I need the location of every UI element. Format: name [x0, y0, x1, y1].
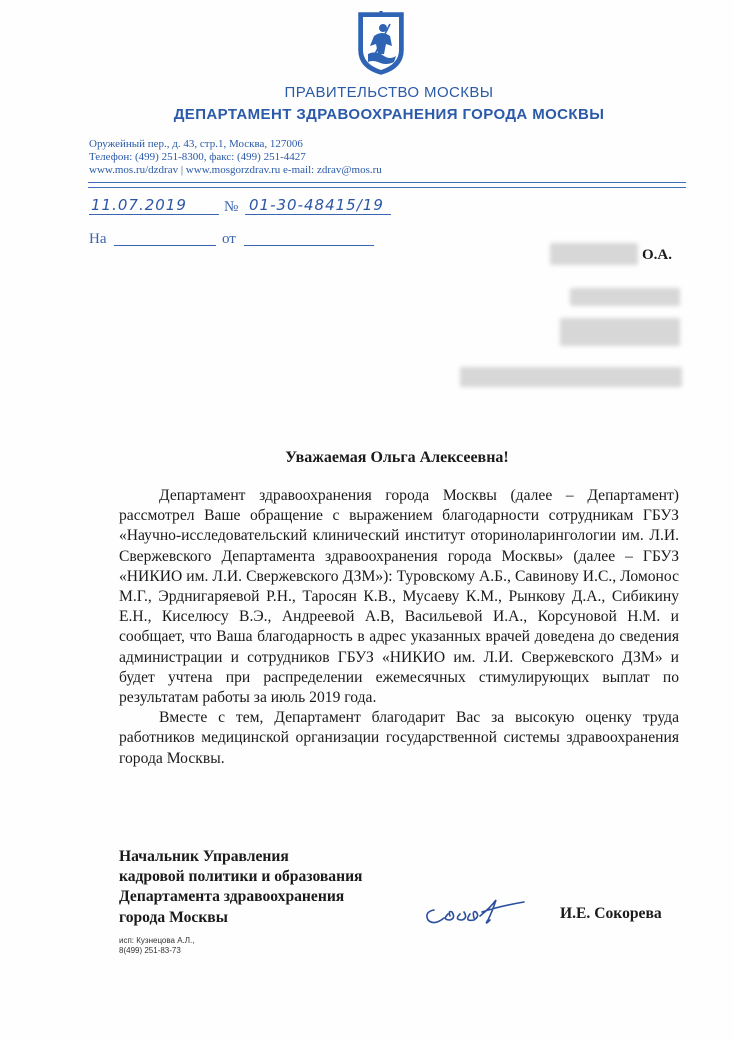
- reference-number-blank: [114, 230, 216, 246]
- government-name: ПРАВИТЕЛЬСТВО МОСКВЫ: [284, 84, 494, 101]
- signatory-title-line: города Москвы: [119, 908, 228, 926]
- reference-from-label: от: [222, 231, 236, 247]
- signatory-name: И.Е. Сокорева: [560, 905, 662, 922]
- signatory-title: [119, 847, 419, 928]
- phone-fax: Телефон: (499) 251-8300, факс: (499) 251-4427: [89, 151, 306, 163]
- executor-info: [119, 936, 194, 956]
- registration-number: 01-30-48415/19: [245, 196, 391, 215]
- reference-date-blank: [244, 230, 374, 246]
- salutation: Уважаемая Ольга Алексеевна!: [285, 449, 509, 466]
- signatory-title-line: кадровой политики и образования: [119, 868, 363, 886]
- redacted-recipient-address-2: [560, 318, 680, 346]
- registration-date: 11.07.2019: [89, 196, 219, 215]
- signatory-title-line: Департамента здравоохранения: [119, 888, 345, 906]
- handwritten-signature: [420, 890, 530, 928]
- registration-number-label: №: [224, 199, 239, 215]
- redacted-recipient-surname: [550, 243, 638, 265]
- letter-body: [119, 486, 679, 769]
- contact-block: [89, 138, 649, 177]
- address: Оружейный пер., д. 43, стр.1, Москва, 127006: [89, 138, 303, 150]
- body-paragraph-1: Департамент здравоохранения города Москвы (далее – Департамент) рассмотрел Ваше обращение с выражением благодарности сотрудникам ГБУЗ «Научно-исследовательский клинический институт оториноларингологии им. Л.И. Свержевского Департамента здравоохранения города Москвы» (далее – ГБУЗ «НИКИО им. Л.И. Свержевского ДЗМ»): Туровскому А.Б., Савинову И.С., Ломонос М.Г., Эрднигаряевой Р.Н., Таросян К.В., Мусаеву К.М., Рынкову Д.А., Сибикину Е.Н., Киселюсу В.Э., Андреевой А.В, Васильевой И.А., Корсуновой Н.М. и сообщает, что Ваша благодарность в адрес указанных врачей доведена до сведения администрации и сотрудников ГБУЗ «НИКИО им. Л.И. Свержевского ДЗМ» и будет учтена при распределении ежемесячных стимулирующих выплат по результатам работы за июль 2019 года.: [119, 487, 679, 707]
- redacted-recipient-address-1: [570, 288, 680, 306]
- reference-on-label: На: [89, 231, 107, 247]
- body-paragraph-2: Вместе с тем, Департамент благодарит Вас за высокую оценку труда работников медицинской организации государственной системы здравоохранения города Москвы.: [119, 709, 679, 767]
- moscow-coat-of-arms-icon: [356, 10, 406, 76]
- recipient-initials: О.А.: [642, 247, 672, 263]
- web-email: www.mos.ru/dzdrav | www.mosgorzdrav.ru e-mail: zdrav@mos.ru: [89, 164, 382, 176]
- executor-phone: 8(499) 251-83-73: [119, 946, 181, 955]
- redacted-recipient-address-3: [460, 367, 682, 387]
- department-name: ДЕПАРТАМЕНТ ЗДРАВООХРАНЕНИЯ ГОРОДА МОСКВЫ: [173, 106, 605, 123]
- header-divider: [88, 182, 686, 188]
- signatory-title-line: Начальник Управления: [119, 848, 289, 865]
- executor-name: исп: Кузнецова А.Л.,: [119, 936, 195, 945]
